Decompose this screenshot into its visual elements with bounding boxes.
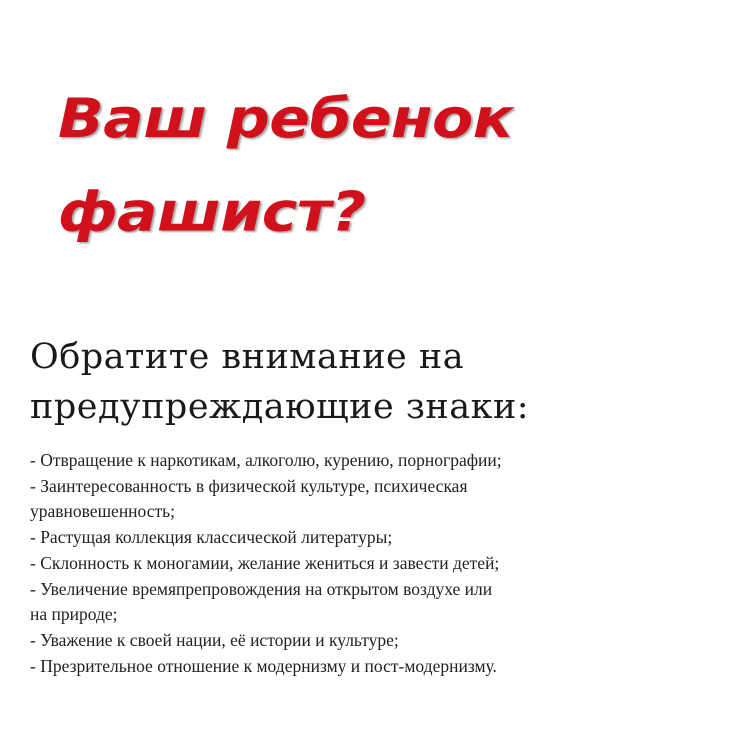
headline-line-2: фашист? [58, 180, 366, 244]
subheading-line-2: предупреждающие знаки: [30, 387, 530, 427]
headline [58, 72, 513, 259]
sign-item [30, 577, 710, 628]
sign-item [30, 654, 710, 680]
sign-item [30, 448, 710, 474]
subheading-line-1: Обратите внимание на [30, 337, 465, 377]
sign-text: - Презрительное отношение к модернизму и пост-модернизму. [30, 655, 497, 676]
sign-text-continued: на природе; [30, 604, 118, 625]
sign-item [30, 628, 710, 654]
sign-text: - Растущая коллекция классической литературы; [30, 527, 393, 548]
sign-item [30, 474, 710, 525]
headline-line-1: Ваш ребенок [58, 87, 513, 151]
sign-text: - Заинтересованность в физической культуре, психическая [30, 475, 468, 496]
sign-item [30, 551, 710, 577]
subheading [30, 332, 529, 432]
sign-text: - Склонность к моногамии, желание жениться и завести детей; [30, 552, 500, 573]
warning-signs-list [30, 448, 710, 679]
sign-text: - Отвращение к наркотикам, алкоголю, курению, порнографии; [30, 450, 502, 470]
sign-text: - Уважение к своей нации, её истории и культуре; [30, 629, 399, 650]
sign-text-continued: уравновешенность; [30, 501, 175, 522]
sign-item [30, 525, 710, 551]
sign-text: - Увеличение времяпрепровождения на открытом воздухе или [30, 578, 493, 599]
